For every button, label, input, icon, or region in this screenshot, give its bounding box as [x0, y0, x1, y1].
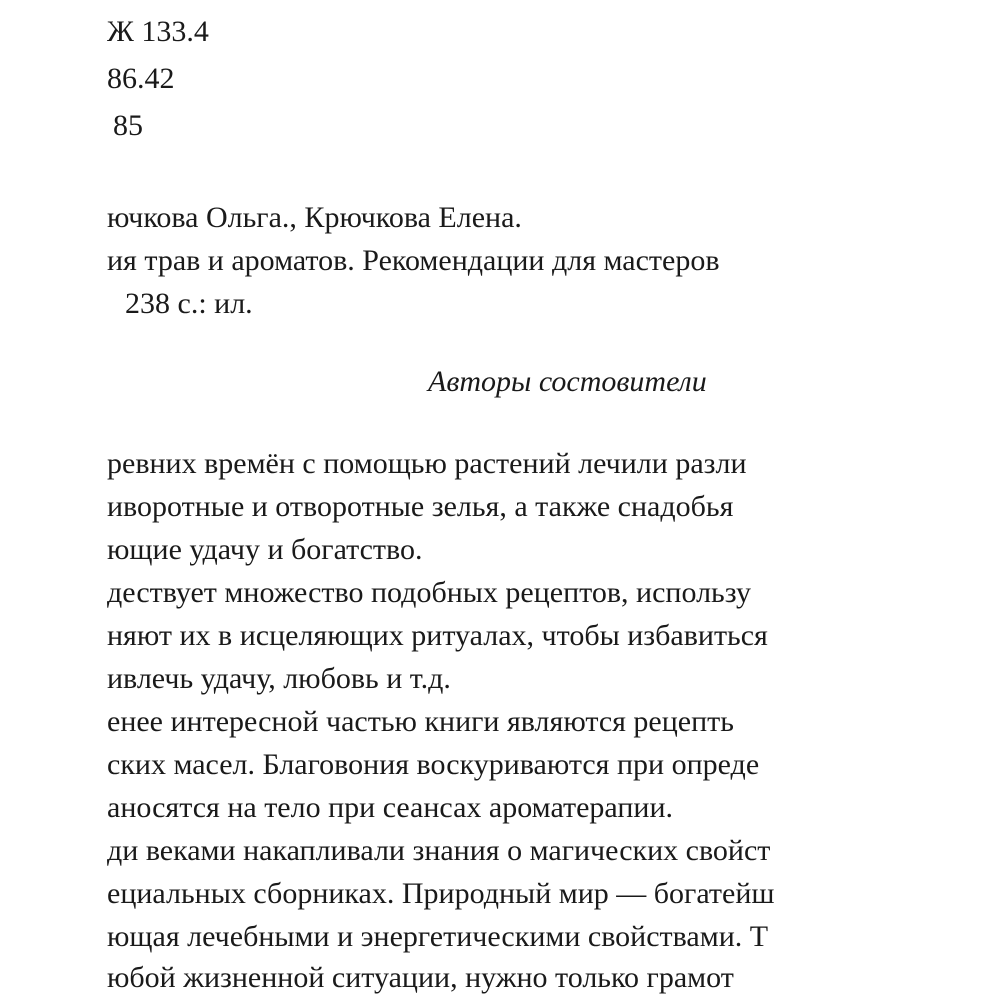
body-line: аносятся на тело при сеансах ароматерапии.	[107, 791, 674, 824]
pages-line: 238 с.: ил.	[125, 287, 253, 320]
body-line: ющие удачу и богатство.	[107, 533, 423, 566]
body-line: юбой жизненной ситуации, нужно только грамот	[107, 961, 734, 994]
body-line: ециальных сборниках. Природный мир — богатейш	[107, 877, 775, 910]
body-line: ди веками накапливали знания о магических свойст	[107, 834, 771, 867]
title-line: ия трав и ароматов. Рекомендации для мастеров	[107, 244, 720, 277]
body-line: няют их в исцеляющих ритуалах, чтобы избавиться	[107, 619, 768, 652]
body-line: дествует множество подобных рецептов, использу	[107, 576, 751, 609]
body-line: ревних времён с помощью растений лечили разли	[107, 447, 747, 480]
body-line: енее интересной частью книги являются рецепть	[107, 705, 734, 738]
body-line: иворотные и отворотные зелья, а также снадобья	[107, 490, 734, 523]
udk-code: Ж 133.4	[107, 15, 209, 48]
body-line: ских масел. Благовония воскуриваются при опреде	[107, 748, 760, 781]
compilers-signature: Авторы состовители	[428, 365, 707, 398]
authors-line: ючкова Ольга., Крючкова Елена.	[107, 201, 522, 234]
body-line: ивлечь удачу, любовь и т.д.	[107, 662, 451, 695]
body-line: ющая лечебными и энергетическими свойствами. Т	[107, 920, 769, 953]
bbk-code: 86.42	[107, 62, 175, 95]
author-mark: 85	[113, 109, 143, 142]
